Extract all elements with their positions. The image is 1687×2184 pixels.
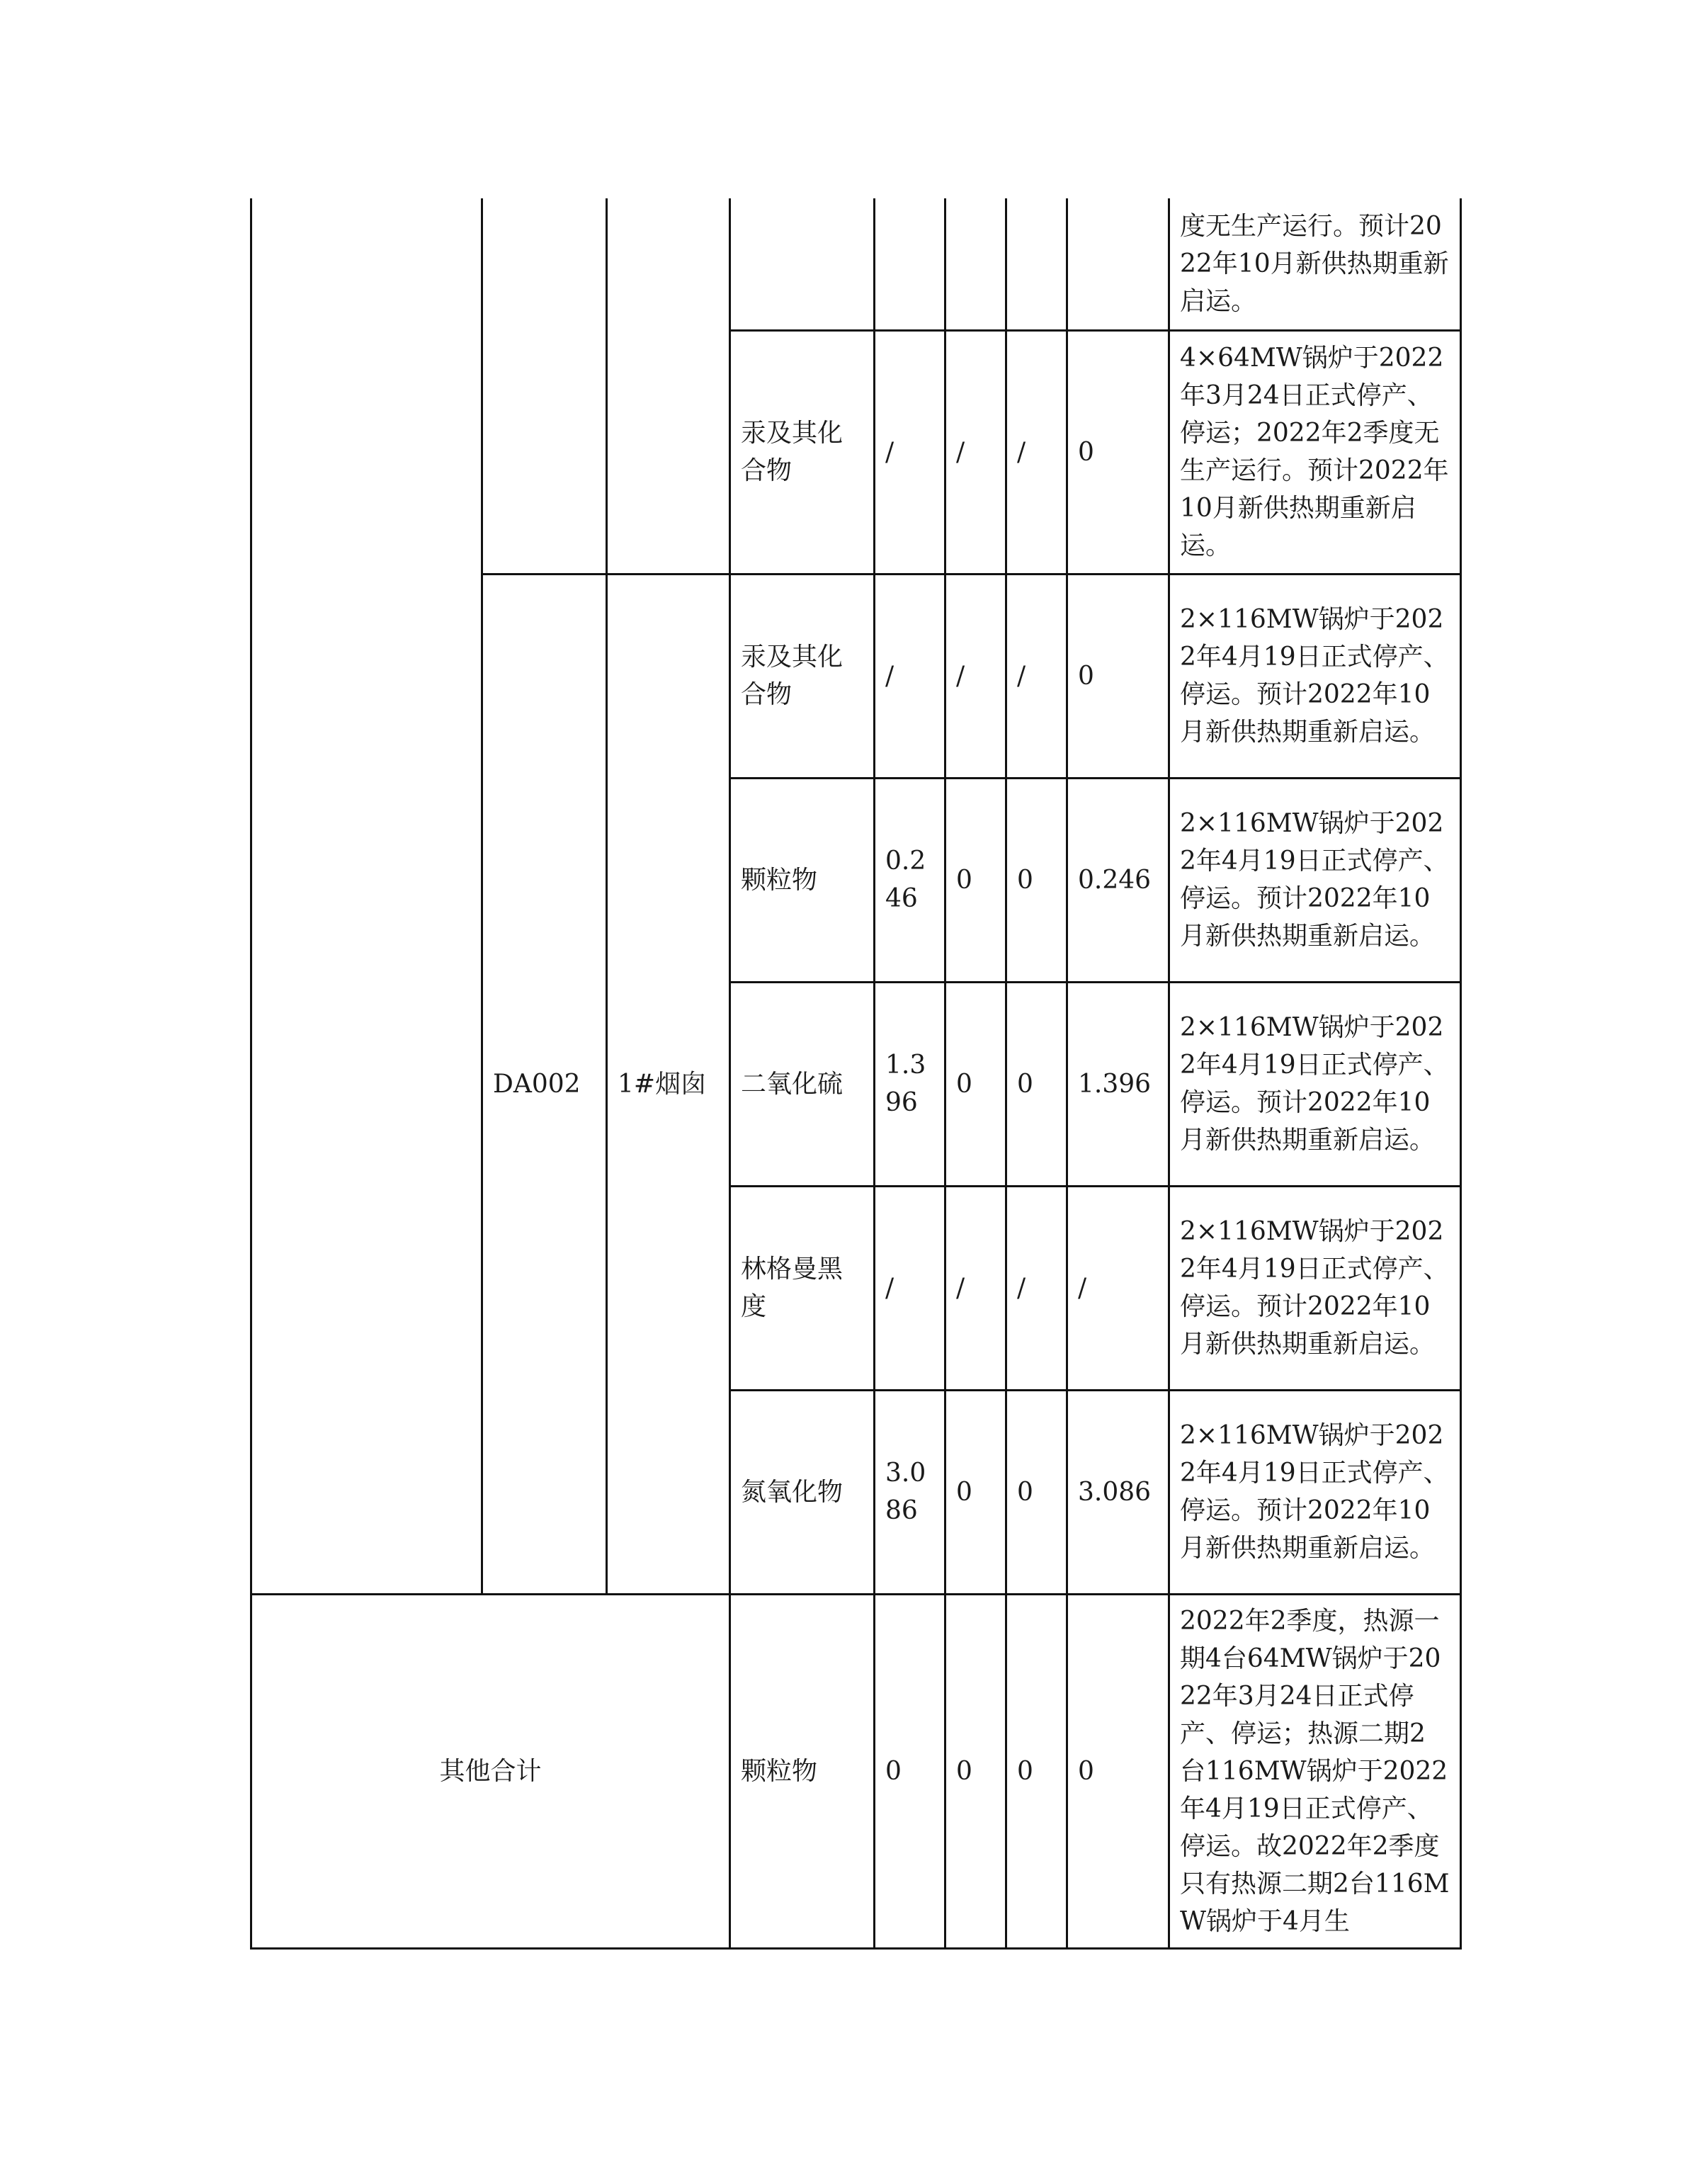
value-cell: 0.246	[1067, 778, 1169, 982]
pollutant-cell: 汞及其化合物	[730, 330, 875, 574]
value-cell: 1.396	[875, 982, 945, 1186]
remark-cell: 2022年2季度，热源一期4台64MW锅炉于2022年3月24日正式停产、停运；热源二期2台116MW锅炉于2022年4月19日正式停产、停运。故2022年2季度只有热源二期2台116MW锅炉于4月生	[1169, 1594, 1461, 1948]
outlet-code-cell: DA002	[482, 574, 607, 1594]
value-cell: /	[1006, 1186, 1067, 1390]
remark-cell: 2×116MW锅炉于2022年4月19日正式停产、停运。预计2022年10月新供热期重新启运。	[1169, 1186, 1461, 1390]
pollutant-cell: 汞及其化合物	[730, 574, 875, 778]
value-cell	[875, 198, 945, 330]
value-cell: /	[945, 1186, 1006, 1390]
value-cell	[1067, 198, 1169, 330]
value-cell: /	[875, 574, 945, 778]
value-cell: 0	[875, 1594, 945, 1948]
pollutant-cell: 林格曼黑度	[730, 1186, 875, 1390]
value-cell: /	[1067, 1186, 1169, 1390]
remark-cell: 2×116MW锅炉于2022年4月19日正式停产、停运。预计2022年10月新供热期重新启运。	[1169, 778, 1461, 982]
outlet-code-cell-continued	[482, 198, 607, 574]
value-cell: /	[875, 1186, 945, 1390]
value-cell: 0	[945, 1594, 1006, 1948]
value-cell	[1006, 198, 1067, 330]
value-cell: 0	[1006, 982, 1067, 1186]
value-cell: /	[1006, 574, 1067, 778]
value-cell: 3.086	[875, 1390, 945, 1594]
remark-cell: 2×116MW锅炉于2022年4月19日正式停产、停运。预计2022年10月新供热期重新启运。	[1169, 982, 1461, 1186]
value-cell: /	[875, 330, 945, 574]
value-cell: 0	[1006, 1390, 1067, 1594]
value-cell: 1.396	[1067, 982, 1169, 1186]
value-cell: 3.086	[1067, 1390, 1169, 1594]
pollutant-cell: 颗粒物	[730, 778, 875, 982]
value-cell: 0	[1006, 778, 1067, 982]
value-cell: 0	[1067, 1594, 1169, 1948]
pollutant-cell: 氮氧化物	[730, 1390, 875, 1594]
table-row	[251, 198, 1461, 330]
total-label: 其他合计	[251, 1594, 730, 1948]
remark-cell: 4×64MW锅炉于2022年3月24日正式停产、停运；2022年2季度无生产运行。预计2022年10月新供热期重新启运。	[1169, 330, 1461, 574]
outlet-name-cell-continued	[607, 198, 730, 574]
remark-cell: 2×116MW锅炉于2022年4月19日正式停产、停运。预计2022年10月新供热期重新启运。	[1169, 574, 1461, 778]
pollutant-cell: 二氧化硫	[730, 982, 875, 1186]
remark-cell: 度无生产运行。预计2022年10月新供热期重新启运。	[1169, 198, 1461, 330]
remark-cell: 2×116MW锅炉于2022年4月19日正式停产、停运。预计2022年10月新供热期重新启运。	[1169, 1390, 1461, 1594]
value-cell: /	[945, 330, 1006, 574]
value-cell: 0.246	[875, 778, 945, 982]
outlet-name-cell: 1#烟囱	[607, 574, 730, 1594]
value-cell: 0	[1067, 574, 1169, 778]
value-cell: /	[1006, 330, 1067, 574]
value-cell: 0	[1006, 1594, 1067, 1948]
value-cell: 0	[945, 778, 1006, 982]
category-cell-continued	[251, 198, 482, 1594]
pollutant-cell	[730, 198, 875, 330]
value-cell: 0	[1067, 330, 1169, 574]
emissions-table	[250, 198, 1462, 1950]
value-cell	[945, 198, 1006, 330]
total-row	[251, 1594, 1461, 1948]
value-cell: /	[945, 574, 1006, 778]
value-cell: 0	[945, 1390, 1006, 1594]
pollutant-cell: 颗粒物	[730, 1594, 875, 1948]
value-cell: 0	[945, 982, 1006, 1186]
